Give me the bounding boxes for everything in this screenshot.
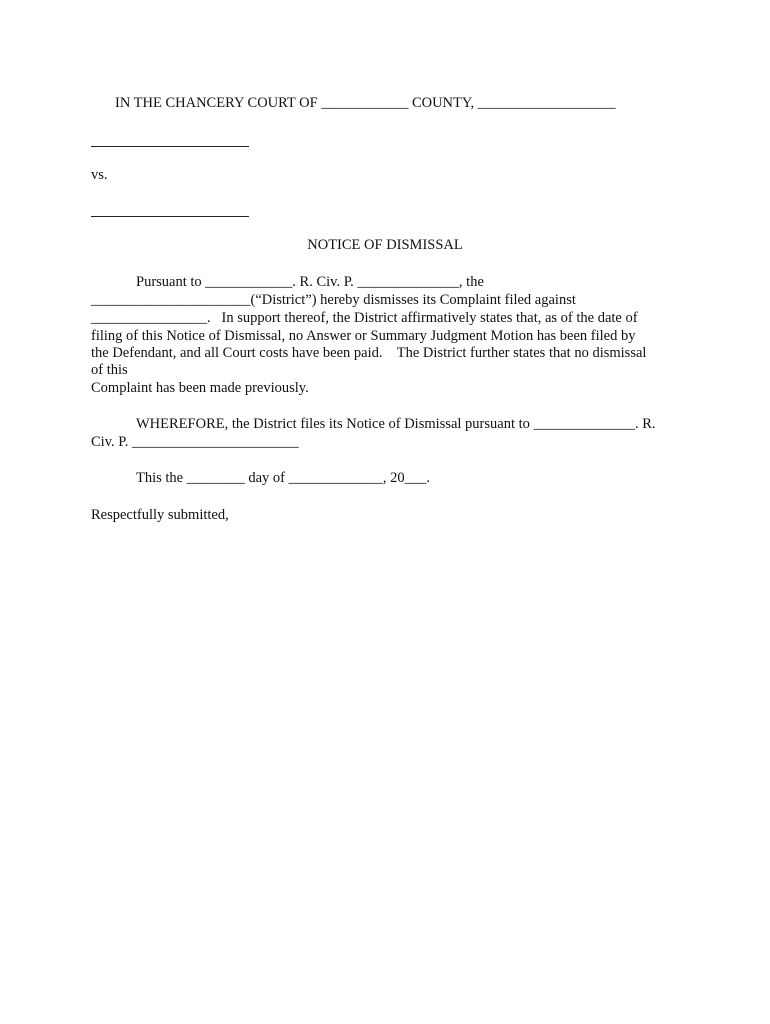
paragraph1-line7: Complaint has been made previously. bbox=[91, 380, 309, 396]
paragraph1-line3: ________________. In support thereof, the District affirmatively states that, as of the date of bbox=[91, 310, 638, 326]
versus-label: vs. bbox=[91, 167, 108, 183]
court-caption: IN THE CHANCERY COURT OF ____________ COUNTY, ___________________ bbox=[115, 95, 616, 111]
paragraph1-line1: Pursuant to ____________. R. Civ. P. ______________, the bbox=[136, 274, 484, 290]
date-line: This the ________ day of _____________, 20___. bbox=[136, 470, 431, 486]
closing-signature: Respectfully submitted, bbox=[91, 507, 229, 523]
paragraph1-line5: the Defendant, and all Court costs have been paid. The District further states that no dismissal bbox=[91, 345, 647, 361]
plaintiff-blank-line bbox=[91, 146, 249, 147]
paragraph2-line1: WHEREFORE, the District files its Notice of Dismissal pursuant to ______________. R. bbox=[136, 416, 656, 432]
document-title: NOTICE OF DISMISSAL bbox=[307, 237, 463, 253]
paragraph1-line4: filing of this Notice of Dismissal, no Answer or Summary Judgment Motion has been filed by bbox=[91, 328, 636, 344]
paragraph1-line2: ______________________(“District”) hereby dismisses its Complaint filed against bbox=[91, 292, 576, 308]
paragraph2-line2: Civ. P. _______________________ bbox=[91, 434, 299, 450]
paragraph1-line6: of this bbox=[91, 362, 128, 378]
defendant-blank-line bbox=[91, 216, 249, 217]
